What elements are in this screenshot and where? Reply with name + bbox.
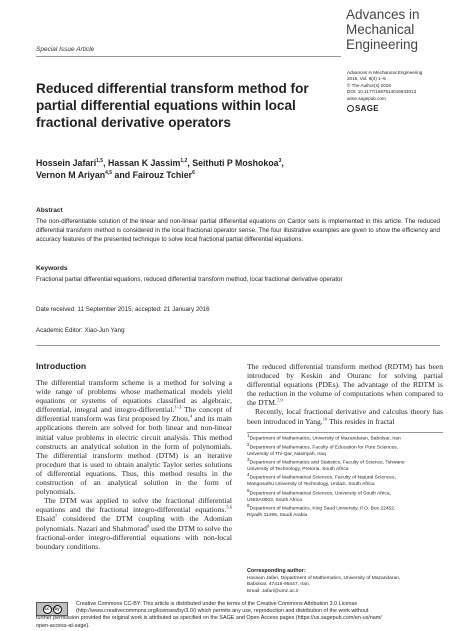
journal-name-line: Engineering: [346, 37, 419, 52]
meta-line: 2016, Vol. 8(4) 1–6: [347, 76, 386, 82]
affiliation-line: Department of Mathematics, Faculty of Education for Pure Sciences,: [249, 445, 398, 451]
citation-marker: 5,6: [226, 504, 232, 510]
body-text: Elsaid: [36, 514, 55, 524]
introduction-heading: Introduction: [36, 361, 87, 371]
affiliation: [247, 487, 447, 498]
corresponding-author-heading: Corresponding author:: [247, 568, 306, 574]
abstract-heading: Abstract: [36, 207, 63, 214]
corresponding-line: Hossein Jafari, Department of Mathematics, University of Mazandaran,: [247, 576, 401, 581]
article-metadata: [347, 70, 467, 102]
citation-marker: 1–3: [174, 404, 182, 410]
affiliation-line: University of Technology, Pretoria, South Africa: [247, 467, 349, 473]
body-paragraph: [36, 496, 232, 551]
corresponding-author: [247, 576, 447, 595]
author-list: [36, 157, 336, 181]
received-dates: Date received: 11 September 2015; accepted: 21 January 2016: [36, 306, 210, 313]
author-affiliation-marker: 1,5: [96, 158, 104, 165]
body-paragraph: [247, 362, 443, 407]
journal-name: [346, 7, 470, 52]
body-text: This resides in fractal: [327, 416, 395, 426]
academic-editor: Academic Editor: Xiao-Jun Yang: [36, 327, 125, 334]
meta-line: DOI: 10.1177/1687814016633013: [347, 89, 417, 95]
author-name: Hassan K Jassim: [107, 158, 181, 168]
author-separator: ,: [187, 158, 193, 168]
affiliation-number: 5: [247, 487, 250, 493]
author-name: Vernon M Ariyan: [36, 170, 106, 180]
publisher-logo-mark: [347, 105, 354, 112]
by-icon: by: [53, 605, 62, 614]
affiliation: [247, 441, 447, 452]
body-paragraph: [247, 407, 443, 425]
corresponding-line: Babolsar, 47416-95447, Iran.: [247, 582, 311, 588]
body-text: Recently, local fractional derivative and calculus theory has been introduced in Yang.: [247, 407, 443, 426]
affiliation-number: 1: [247, 433, 250, 438]
citation-marker: 4: [189, 413, 193, 419]
keywords-heading: Keywords: [36, 265, 68, 272]
license-notice: [36, 601, 456, 630]
author-separator: ,: [103, 158, 108, 168]
affiliation-line: Mangosuthu University of Technology, Umlazi, South Africa: [247, 482, 375, 488]
publisher-logo: [347, 104, 379, 113]
section-label: Special Issue Article: [36, 46, 95, 53]
affiliation: [247, 433, 447, 443]
author-affiliation-marker: 6: [192, 170, 195, 177]
affiliation-number: 3: [247, 457, 250, 463]
body-text: and its main applications therein are solved for both linear and non-linear initial value problems in electric circuit analysis. This method constructs an analytical solution in the form of polynomials. The differential transform method (DTM) is an iterative procedure that is used to obtain analytic Taylor series solutions of differential equations. Thus, this method results in the construction of an analytical solution in the form of polynomials.: [36, 414, 232, 497]
body-text: The reduced differential transform method (RDTM) has been introduced by Keskin and Oturanc for solving partial differential equations (PDEs). The advantage of the RDTM is the reduction in the volume of computations when compared to the DTM.: [247, 362, 443, 408]
author-affiliation-marker: 3: [278, 158, 282, 165]
affiliation-line: Department of Mathematical Sciences, Faculty of Natural Sciences,: [249, 475, 396, 481]
body-text: The DTM was applied to solve the fractional differential equations and the fractional integro-differential equations.: [36, 496, 232, 515]
body-column-right: [247, 362, 443, 426]
author-separator: and: [112, 170, 133, 180]
body-paragraph: [36, 378, 232, 496]
affiliation-number: 4: [247, 472, 250, 478]
affiliation-number: 6: [247, 502, 250, 508]
journal-name-line: Advances in: [346, 7, 420, 22]
body-column-left: [36, 378, 232, 551]
footnote-divider: [247, 432, 443, 433]
license-line: (http://www.creativecommons.org/licenses/by/3.0/) which permits any use, reproduction and distribution of the work without: [76, 608, 369, 615]
cc-icon: cc: [43, 605, 52, 614]
license-line: open-access-at-sage).: [36, 622, 90, 629]
affiliation-line: Department of Mathematics, University of Mazandaran, Babolsar, Iran: [249, 436, 401, 442]
meta-line: Advances in Mechanical Engineering: [347, 70, 423, 75]
author-separator: ,: [281, 158, 284, 168]
publisher-name: SAGE: [355, 104, 379, 113]
meta-line: aime.sagepub.com: [347, 95, 386, 101]
header-divider: [36, 56, 341, 57]
body-text: The differential transform scheme is a method for solving a wide range of problems whose mathematical models yield equations or systems of equations classified as algebraic, differential, integral and integro-differential.: [36, 378, 232, 415]
meta-line: © The Author(s) 2016: [347, 82, 391, 88]
citation-marker: 8: [146, 522, 150, 528]
author-name: Seithuti P Moshokoa: [192, 158, 279, 168]
affiliation: [247, 502, 447, 513]
affiliation-line: Department of Mathematical Sciences, University of South Africa,: [249, 491, 391, 497]
corresponding-email: Email: Jafari@umz.ac.ir: [247, 588, 299, 594]
front-matter-divider: [36, 345, 440, 346]
affiliation-line: UNISA0003, South Africa: [247, 497, 302, 503]
affiliation-line: Department of Mathematics and Statistics, Faculty of Science, Tshwane: [249, 460, 405, 466]
body-text: considered the DTM coupling with the Adomian polynomials. Nazari and Shahmorad: [36, 514, 232, 533]
license-line: Creative Commons CC-BY: This article is distributed under the terms of the Creative Commons Attribution 3.0 License: [76, 601, 358, 607]
author-name: Hossein Jafari: [36, 158, 97, 168]
license-line: further permission provided the original work is attributed as specified on the SAGE and Open Access pages (https://us.sagepub.com/en-us/nam/: [36, 615, 382, 622]
author-name: Fairouz Tchier: [132, 170, 193, 180]
citation-marker: 7: [54, 513, 58, 519]
abstract-text: The non-differentiable solution of the linear and non-linear partial differential equations on Cantor sets is implemented in this article. The reduced differential transform method is considered in the local fractional operator sense. The four illustrative examples are given to show the efficiency and accuracy features of the presented technique to solve local fractional partial differential equations.: [36, 218, 440, 243]
body-text: used the DTM to solve the fractional-order integro-differential equations with non-local boundary conditions.: [36, 523, 232, 551]
author-affiliation-marker: 1,2: [180, 158, 188, 165]
affiliation-line: University of Thi-Qar, Nasiriyah, Iraq: [247, 451, 326, 457]
affiliations-list: [247, 433, 447, 519]
author-affiliation-marker: 4,5: [105, 170, 113, 177]
article-title: Reduced differential transform method for partial differential equations within local fractional derivative operators: [36, 81, 309, 130]
affiliation-line: Department of Mathematics, King Saud University, P.O. Box 22452,: [249, 506, 396, 512]
journal-name-line: Mechanical: [346, 22, 415, 37]
affiliation-number: 2: [247, 441, 250, 447]
citation-marker: 7,9: [276, 397, 283, 403]
citation-marker: 10: [322, 416, 328, 422]
affiliation-line: Riyadh 11495, Saudi Arabia: [247, 512, 308, 518]
keywords-text: Fractional partial differential equations, reduced differential transform method, local fractional derivative operator: [36, 276, 343, 283]
body-text: The concept of differential transform was first proposed by Zhou,: [36, 405, 232, 424]
